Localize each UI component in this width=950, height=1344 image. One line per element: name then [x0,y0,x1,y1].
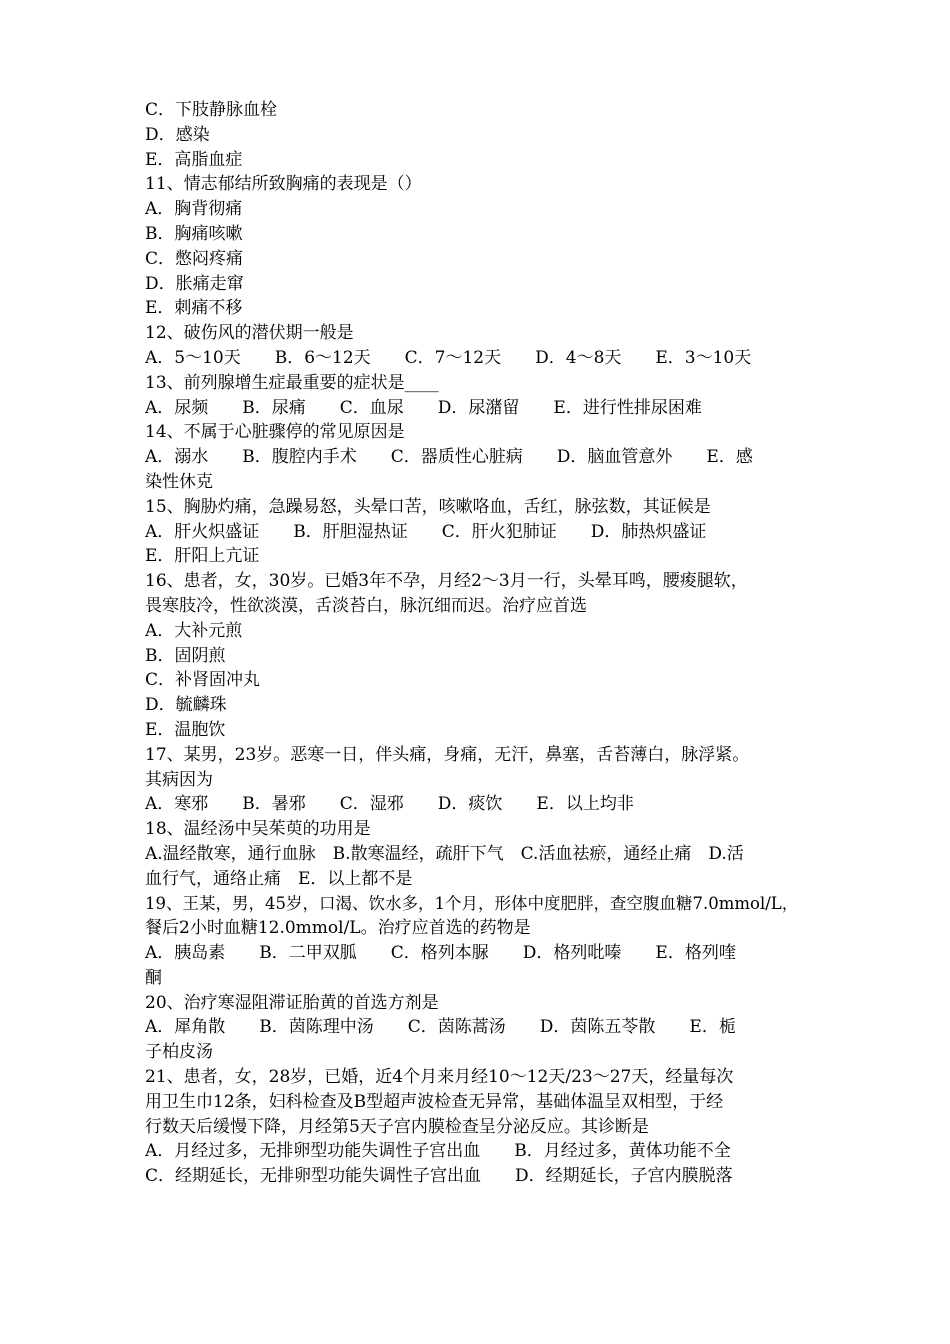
document-page [145,98,810,1189]
options-line: A．肝火炽盛证 B．肝胆湿热证 C．肝火犯肺证 D．肺热炽盛证 [145,521,707,542]
question-line: 16、患者，女，30岁。已婚3年不孕，月经2～3月一行，头晕耳鸣，腰痠腿软， [145,571,748,592]
question-line: 19、王某，男，45岁，口渴、饮水多，1个月，形体中度肥胖，查空腹血糖7.0mmol/L， [145,893,799,913]
options-line: A．溺水 B．腹腔内手术 C．器质性心脏病 D．脑血管意外 E．感 [145,447,753,468]
text-line: C．补肾固冲丸 [145,670,261,691]
text-line: 餐后2小时血糖12.0mmol/L。治疗应首选的药物是 [145,918,531,939]
text-line: 畏寒肢冷，性欲淡漠，舌淡苔白，脉沉细而迟。治疗应首选 [145,595,587,616]
text-line: A．胸背彻痛 [145,199,243,220]
options-line: A．5～10天 B．6～12天 C．7～12天 D．4～8天 E．3～10天 [145,347,752,368]
question-line: 20、治疗寒湿阻滞证胎黄的首选方剂是 [145,992,439,1013]
text-line: D．毓麟珠 [145,695,227,716]
text-line: E．温胞饮 [145,719,226,740]
text-line: E．肝阳上亢证 [145,546,260,567]
question-line: 15、胸胁灼痛，急躁易怒，头晕口苦，咳嗽咯血，舌红，脉弦数，其证候是 [145,496,711,517]
text-line: 染性休克 [145,471,213,492]
text-line: B．胸痛咳嗽 [145,223,243,244]
text-line: 酮 [145,967,162,988]
question-line: 11、情志郁结所致胸痛的表现是（） [145,174,422,195]
question-line: 13、前列腺增生症最重要的症状是____ [145,372,439,393]
options-line: A．月经过多，无排卵型功能失调性子宫出血 B．月经过多，黄体功能不全 [145,1141,731,1162]
text-line: C．下肢静脉血栓 [145,100,278,120]
text-line: 其病因为 [145,769,213,790]
options-line: A．寒邪 B．暑邪 C．湿邪 D．痰饮 E．以上均非 [145,794,634,815]
question-line: 21、患者，女，28岁，已婚，近4个月来月经10～12天/23～27天，经量每次 [145,1067,734,1088]
text-line: C．憋闷疼痛 [145,248,244,269]
options-line: A．胰岛素 B．二甲双胍 C．格列本脲 D．格列吡嗪 E．格列喹 [145,943,736,964]
options-line: C．经期延长，无排卵型功能失调性子宫出血 D．经期延长，子宫内膜脱落 [145,1166,733,1187]
text-line: E．高脂血症 [145,149,243,170]
text-line: 用卫生巾12条，妇科检查及B型超声波检查无异常，基础体温呈双相型，于经 [145,1091,724,1112]
question-line: 14、不属于心脏骤停的常见原因是 [145,422,405,443]
options-line: A．犀角散 B．茵陈理中汤 C．茵陈蒿汤 D．茵陈五苓散 E．栀 [145,1017,736,1038]
options-line: A．尿频 B．尿痛 C．血尿 D．尿潴留 E．进行性排尿困难 [145,397,702,418]
text-line: D．胀痛走窜 [145,273,244,294]
question-line: 18、温经汤中吴茱萸的功用是 [145,819,371,840]
text-line: 行数天后缓慢下降，月经第5天子宫内膜检查呈分泌反应。其诊断是 [145,1116,649,1137]
text-line: 血行气，通络止痛 E．以上都不是 [145,868,413,889]
text-line: A．大补元煎 [145,620,243,641]
text-line: E．刺痛不移 [145,298,243,319]
options-line: A.温经散寒，通行血脉 B.散寒温经，疏肝下气 C.活血祛瘀，通经止痛 D.活 [145,843,744,864]
question-line: 12、破伤风的潜伏期一般是 [145,323,354,344]
text-line: D．感染 [145,124,210,145]
text-line: B．固阴煎 [145,645,226,666]
text-line: 子柏皮汤 [145,1042,213,1063]
question-line: 17、某男，23岁。恶寒一日，伴头痛，身痛，无汗，鼻塞，舌苔薄白，脉浮紧。 [145,744,750,765]
